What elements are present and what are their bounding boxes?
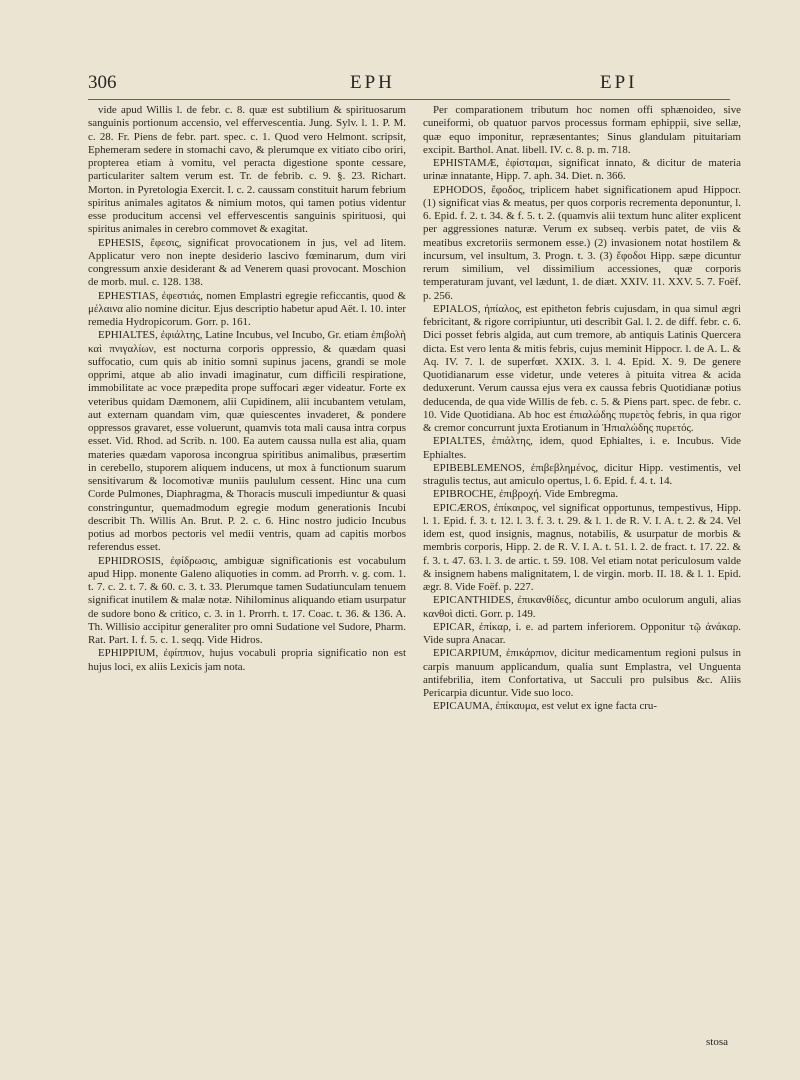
entry-ephodos: EPHODOS, ἔφοδος, triplicem habet significationem apud Hippocr. (1) significat vias & meatus, per quos corporis recrementa deponuntur, l. 6. Epid. f. 2. t. 34. & f. 5. t. 2. (quamvis alii textum hunc aliter explicent per aggressiones naturæ. Verum ex subseq. verbis patet, de viis & meatibus excretoriis sermonem esse.) (2) invasionem notat hostilem & incursum, vel insultum, 3. Progn. t. 3. (3) ἔφοδοι Hipp. sæpe dicuntur rerum similium, vel dissimilium accessiones, quæ corporis temperaturam juvant, vel lædunt, 1. de diæt. XXIV. 11. XXV. 5. 7. Foëf. p. 256. (423, 183, 741, 302)
entry-ephialtes: EPHIALTES, ἐφιάλτης, Latine Incubus, vel Incubo, Gr. etiam ἐπιβολὴ καὶ πνιγαλίων, est nocturna corporis oppressio, & quædam quasi suffocatio, cum quis ab initio somni supinus jacens, grandi se mole opprimi, atque ab alio invadi imaginatur, cum difficili respiratione, immobilitate ac voce præpedita prope suffocari æger videatur. Forte ex veteribus quidam Dæmonem, alii Cupidinem, alii incubantem vetulam, aut externam quandam vim, quæ quiescentes invaderet, & pondere oppressos gravaret, esse voluerunt, quamvis tota mali causa intra corpus esset. Vid. Rhod. ad Scrib. n. 100. Ea autem caussa nulla est alia, quam materies quædam vaporosa incongrua spiritibus animalibus, præsertim in cerebello, stuporem aliquem inducens, ut mox à functionum suarum sensitivarum & locomotivæ muniis paululum cessent. Hinc una cum Corde Pulmones, Diaphragma, & Thoracis musculi impediuntur & quasi constringuntur, quemadmodum egregie modum generationis Incubi describit Th. Willis An. Brut. P. 2. c. 6. Hinc nostro judicio Incubus potius ad morbos pectoris vel medii ventris, quam ad capitis morbos referendus esset. (88, 329, 406, 554)
page-header (88, 72, 730, 96)
entry-epicaeros: EPICÆROS, ἐπίκαιρος, vel significat opportunus, tempestivus, Hipp. l. 1. Epid. f. 3. t. 12. l. 3. f. 3. t. 29. & l. 1. de R. V. I. A. t. 2. & 24. Vel idem est, quod insignis, magnus, notabilis, & usurpatur de morbis & membris corporis, Hipp. 2. de R. V. I. A. t. 51. l. 2. de fract. t. 17. 22. & f. 3. t. 47. 63. l. 3. de artic. t. 59. 108. Vel etiam notat periculosum valde & insignem habens malignitatem, l. de virgin. morb. II. 18. & l. 1. Epid. ægr. 8. Vide Foëf. p. 227. (423, 501, 741, 593)
entry-ephippium: EPHIPPIUM, ἐφίππιον, hujus vocabuli propria significatio non est hujus loci, ex aliis Lexicis jam nota. (88, 647, 406, 673)
running-head-left: EPH (350, 72, 395, 93)
entry-epicarpium: EPICARPIUM, ἐπικάρπιον, dicitur medicamentum regioni pulsus in carpis manuum applicandum, qualia sunt Emplastra, vel Unguenta antifebrilia, item Confortativa, ut Sacculi pro pulsibus &c. Aliis Pericarpia dicuntur. Vide suo loco. (423, 647, 741, 699)
entry-epibroche: EPIBROCHE, ἐπιβροχή. Vide Embregma. (433, 488, 619, 501)
page-number: 306 (88, 72, 117, 93)
left-column (88, 104, 406, 674)
catchword: stosa (706, 1036, 728, 1048)
entry-epicanthides: EPICANTHIDES, ἐπικανθίδες, dicuntur ambo oculorum anguli, alias κανθοὶ dicti. Gorr. p. 149. (423, 594, 741, 620)
running-head-right: EPI (600, 72, 638, 93)
entry-ephestias: EPHESTIAS, ἐφεστιάς, nomen Emplastri egregie reficcantis, quod & μέλαινα alio nomine dicitur. Ejus descriptio habetur apud Aët. l. 10. inter remedia Hydropicorum. Gorr. p. 161. (88, 289, 406, 328)
entry-epibeblemenos: EPIBEBLEMENOS, ἐπιβεβλημένος, dicitur Hipp. vestimentis, vel stragulis tectus, aut amiculo opertus, l. 6. Epid. f. 4. t. 14. (423, 461, 741, 487)
entry-epicar: EPICAR, ἐπίκαρ, i. e. ad partem inferiorem. Opponitur τῷ ἀνάκαρ. Vide supra Anacar. (423, 620, 741, 646)
right-column (423, 104, 741, 714)
entry-epicauma: EPICAUMA, ἐπίκαυμα, est velut ex igne facta cru- (433, 700, 658, 713)
entry-epialtes: EPIALTES, ἐπιάλτης, idem, quod Ephialtes, i. e. Incubus. Vide Ephialtes. (423, 435, 741, 461)
entry-epialos: EPIALOS, ἠπίαλος, est epitheton febris cujusdam, in qua simul ægri febricitant, & rigore corripiuntur, uti describit Gal. l. 2. de diff. febr. c. 6. Dici posset febris algida, aut cum tremore, ab antiquis Latinis Quercera dicta. Est vero lenta & mitis febris, cujus meminit Hippocr. l. de A. L. & Aq. IV. 7. l. de superfœt. XXIX. 3. l. 4. Epid. X. 9. De genere Quotidianarum esse videtur, unde veteres à pituita vitrea & acida deduxerunt. Verum caussa ejus vera ex caussa febris Quotidianæ potius deducenda, de qua vide Willis de feb. c. 5. & Piens part. spec. de febr. c. 10. Vide Quotidiana. Ab hoc est ἐπιαλώδης πυρετὸς febris, in qua rigor & cremor concurrunt juxta Erotianum in Ἠπιαλώδης πυρετός. (423, 302, 741, 434)
header-rule (88, 99, 730, 100)
entry-ephidrosis: EPHIDROSIS, ἐφίδρωσις, ambiguæ significationis est vocabulum apud Hipp. monente Galeno aliquoties in comm. ad Prorrh. v. g. com. 1. t. 7. c. 2. t. 7. & 60. c. 3. t. 33. Plerumque tamen Sudatiunculam tenuem significat inutilem & malæ notæ. Nihilominus aliquando etiam usurpatur de sudore bono & critico, c. 3. in 1. Prorrh. t. 17. Coac. t. 36. & 136. A. Th. Willisio accipitur generaliter pro omni Sudatione vel Sudore, Pharm. Rat. Part. I. f. 5. c. 1. seqq. Vide Hidros. (88, 554, 406, 646)
entry-paragraph: vide apud Willis l. de febr. c. 8. quæ est subtilium & spirituosarum sanguinis portionum accensio, vel effervescentia. Jung. Sylv. l. 1. P. M. c. 28. Fr. Piens de febr. part. spec. c. 1. Quod vero Helmont. scripsit, Ephemeram sedere in stomachi cavo, & plerumque ex vitiato cibo oriri, propterea etiam à vomitu, vel peracta digestione sponte cessare, particulariter saltem verum est. Tr. de febrib. c. 9. §. 23. Richart. Morton. in Pyretologia Exercit. I. c. 2. caussam constituit harum febrium spiritus animales agitatos & nimium motos, qui tamen potius videntur esse producitum accensi vel effervescentis sanguinis spirituosi, qui spiritus animales in cerebro commovet & exagitat. (88, 104, 406, 236)
entry-ephistamae: EPHISTAMÆ, ἐφίσταμαι, significat innato, & dicitur de materia urinæ innatante, Hipp. 7. aph. 34. Diet. n. 366. (423, 157, 741, 183)
entry-paragraph: Per comparationem tributum hoc nomen offi sphænoideo, sive cuneiformi, ob quatuor parvos processus formam ephippii, sive sellæ, quæ equo imponitur, repræsentantes; Sinus glandulam pituitariam excipit. Barthol. Anat. libell. IV. c. 8. p. m. 718. (423, 104, 741, 156)
entry-ephesis: EPHESIS, ἔφεσις, significat provocationem in jus, vel ad litem. Applicatur vero non inepte desiderio lascivo fœminarum, dum viri congressum anxie desiderant & ad Venerem quasi provocant. Moschion de morb. mul. c. 128. 138. (88, 236, 406, 289)
